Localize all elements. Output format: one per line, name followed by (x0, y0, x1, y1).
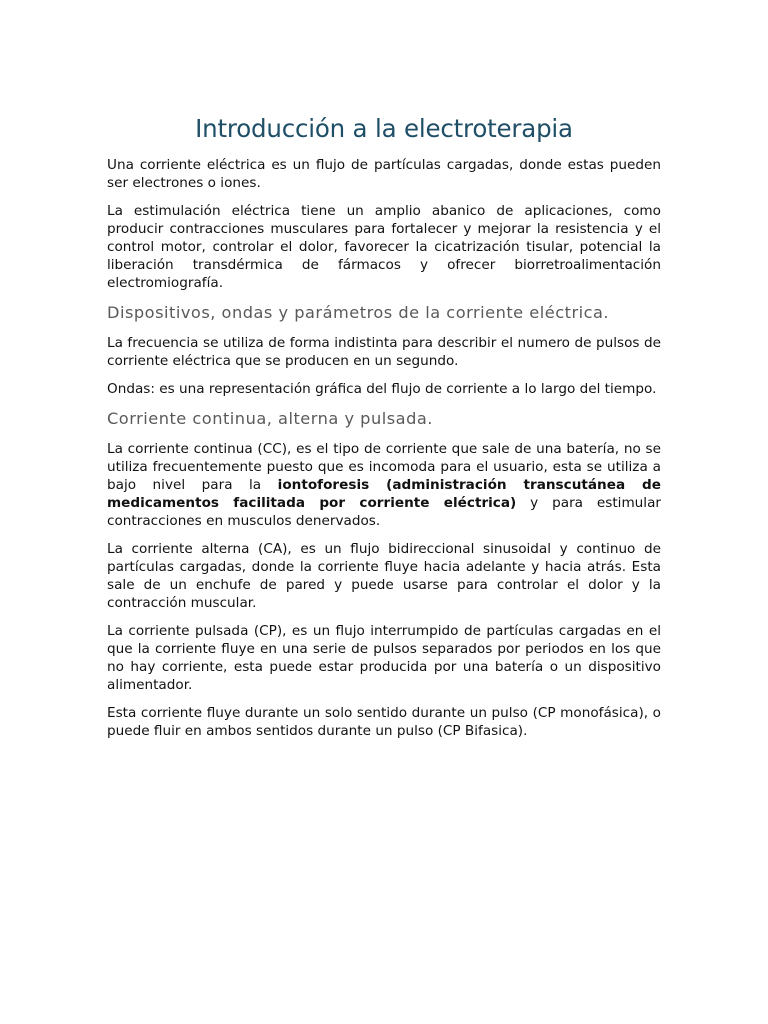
section-heading-devices: Dispositivos, ondas y parámetros de la corriente eléctrica. (107, 303, 610, 322)
paragraph-pulse-direction: Esta corriente fluye durante un solo sentido durante un pulso (CP monofásica), o puede fluir en ambos sentidos durante un pulso (CP Bifasica). (107, 705, 661, 739)
paragraph-direct-current (107, 440, 661, 530)
paragraph-intro: Una corriente eléctrica es un flujo de partículas cargadas, donde estas pueden ser electrones o iones. (107, 157, 661, 191)
direct-current-text-end: y para estimular contracciones en musculos denervados. (107, 495, 661, 529)
paragraph-frequency: La frecuencia se utiliza de forma indistinta para describir el numero de pulsos de corriente eléctrica que se producen en un segundo. (107, 335, 661, 369)
section-heading-current-types: Corriente continua, alterna y pulsada. (107, 409, 433, 428)
paragraph-pulsed-current: La corriente pulsada (CP), es un flujo interrumpido de partículas cargadas en el que la corriente fluye en una serie de pulsos separados por periodos en los que no hay corriente, esta puede estar producida por una batería o un dispositivo alimentador. (107, 623, 661, 693)
direct-current-text-start: La corriente continua (CC), es el tipo de corriente que sale de una batería, no se utiliza frecuentemente puesto que es incomoda para el usuario, esta se utiliza a bajo nivel para la (107, 441, 661, 493)
iontophoresis-bold-text: iontoforesis (administración transcutánea de medicamentos facilitada por corriente eléctrica) (107, 477, 661, 511)
paragraph-applications: La estimulación eléctrica tiene un amplio abanico de aplicaciones, como producir contracciones musculares para fortalecer y mejorar la resistencia y el control motor, controlar el dolor, favorecer la cicatrización tisular, potencial la liberación transdérmica de fármacos y ofrecer biorretroalimentación electromiografía. (107, 203, 661, 291)
document-title: Introducción a la electroterapia (195, 114, 573, 143)
document-page (107, 112, 661, 750)
paragraph-waves: Ondas: es una representación gráfica del flujo de corriente a lo largo del tiempo. (107, 381, 657, 397)
paragraph-alternating-current: La corriente alterna (CA), es un flujo bidireccional sinusoidal y continuo de partículas cargadas, donde la corriente fluye hacia adelante y hacia atrás. Esta sale de un enchufe de pared y puede usarse para controlar el dolor y la contracción muscular. (107, 541, 661, 611)
